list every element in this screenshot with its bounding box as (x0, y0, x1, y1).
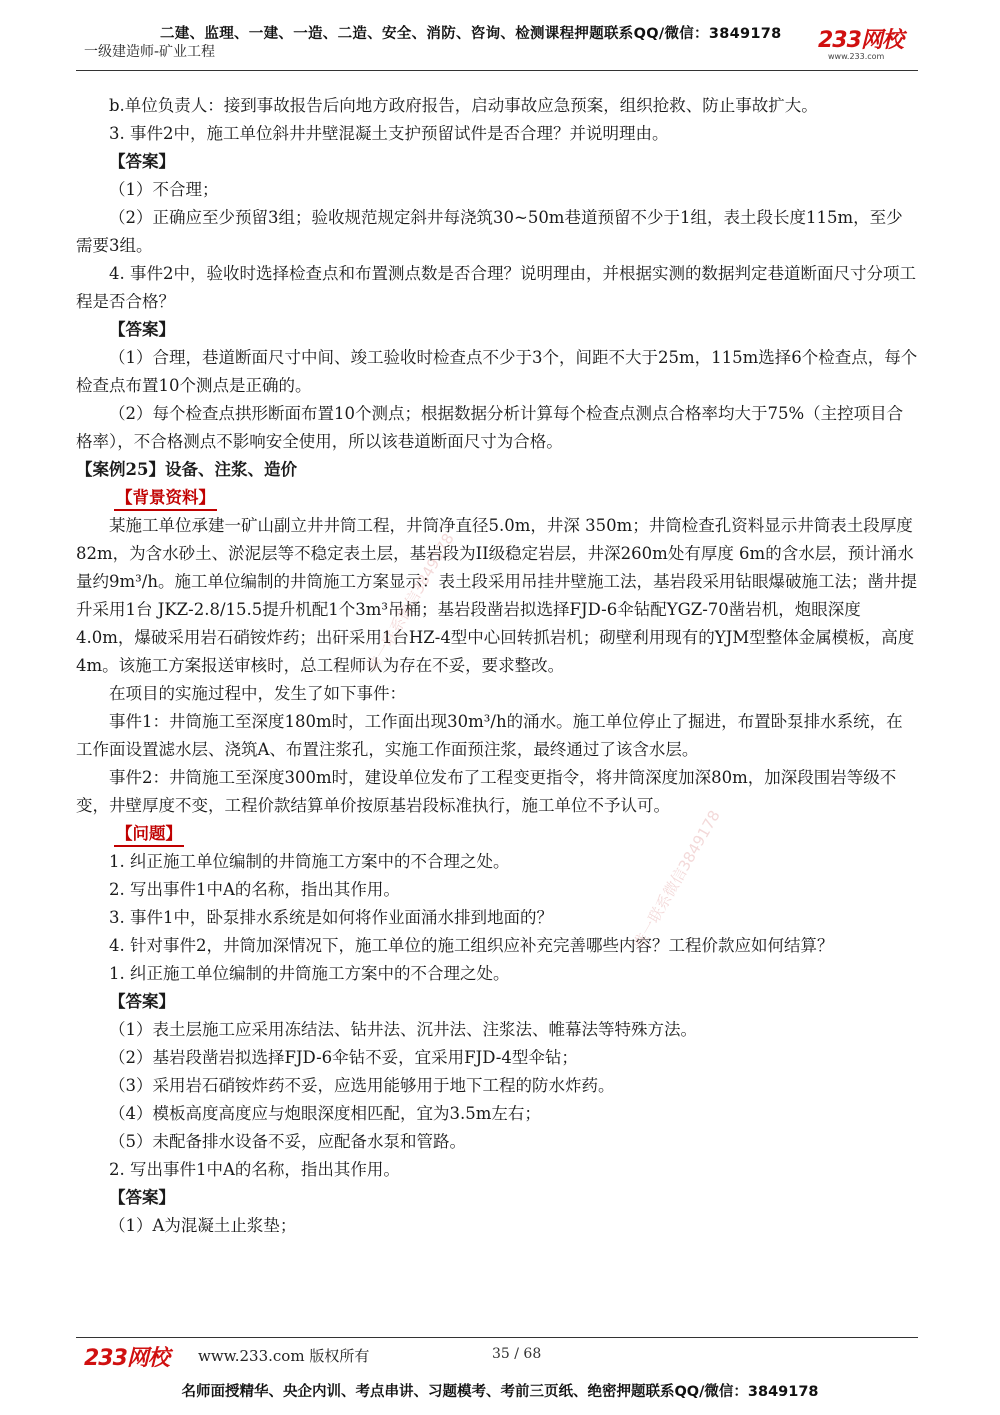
question: 2. 写出事件1中A的名称，指出其作用。 (109, 880, 400, 899)
question: 1. 纠正施工单位编制的井筒施工方案中的不合理之处。 (109, 852, 510, 871)
answer-heading: 【答案】 (109, 152, 175, 171)
answer-heading: 【答案】 (109, 992, 175, 1011)
logo-url: www.233.com (828, 52, 885, 61)
paragraph: 在项目的实施过程中，发生了如下事件： (109, 684, 406, 703)
question: 1. 纠正施工单位编制的井筒施工方案中的不合理之处。 (109, 964, 510, 983)
question: 2. 写出事件1中A的名称，指出其作用。 (109, 1160, 400, 1179)
question: 4. 针对事件2，井筒加深情况下，施工单位的施工组织应补充完善哪些内容？工程价款应如何结算？ (109, 936, 834, 955)
footer-promo: 名师面授精华、央企内训、考点串讲、习题模考、考前三页纸、绝密押题联系QQ/微信：3849178 (181, 1384, 819, 1400)
watermark: 唯一联系微信3849178 (363, 530, 458, 675)
question-tag: 【问题】 (114, 823, 184, 847)
footer-divider (76, 1337, 918, 1338)
event-paragraph: 事件1：井筒施工至深度180m时，工作面出现30m³/h的涌水。施工单位停止了掘进，布置卧泵排水系统，在工作面设置滤水层、浇筑A、布置注浆孔，实施工作面预注浆，最终通过了该含水层。 (76, 712, 903, 759)
answer-heading: 【答案】 (109, 320, 175, 339)
header-promo: 二建、监理、一建、一造、二造、安全、消防、咨询、检测课程押题联系QQ/微信：3849178 (160, 26, 782, 42)
background-tag: 【背景资料】 (114, 487, 217, 511)
header-logo[interactable] (818, 30, 928, 64)
watermark: 唯一联系微信3849178 (629, 807, 724, 952)
answer-item: （2）每个检查点拱形断面布置10个测点；根据数据分析计算每个检查点测点合格率均大于75%（主控项目合格率），不合格测点不影响安全使用，所以该巷道断面尺寸为合格。 (76, 404, 904, 451)
answer-item: （2）正确应至少预留3组；验收规范规定斜井每浇筑30~50m巷道预留不少于1组，表土段长度115m，至少需要3组。 (76, 208, 903, 255)
answer-item: （1）表土层施工应采用冻结法、钻井法、沉井法、注浆法、帷幕法等特殊方法。 (109, 1020, 697, 1039)
answer-item: （1）合理，巷道断面尺寸中间、竣工验收时检查点不少于3个，间距不大于25m，115m选择6个检查点，每个检查点布置10个测点是正确的。 (76, 348, 918, 395)
case-title: 【案例25】设备、注浆、造价 (76, 460, 297, 479)
paragraph: b.单位负责人：接到事故报告后向地方政府报告，启动事故应急预案，组织抢救、防止事故扩大。 (109, 96, 818, 115)
question: 3. 事件1中，卧泵排水系统是如何将作业面涌水排到地面的？ (109, 908, 553, 927)
answer-heading: 【答案】 (109, 1188, 175, 1207)
logo-text: 233网校 (818, 28, 903, 53)
event-paragraph: 事件2：井筒施工至深度300m时，建设单位发布了工程变更指令，将井筒深度加深80m，加深段围岩等级不变，井壁厚度不变，工程价款结算单价按原基岩段标准执行，施工单位不予认可。 (76, 768, 897, 815)
background-paragraph: 某施工单位承建一矿山副立井井筒工程，井筒净直径5.0m，井深 350m；井筒检查孔资料显示井筒表土段厚度82m，为含水砂土、淤泥层等不稳定表土层，基岩段为II级稳定岩层，井深260m处有厚度 6m的含水层，预计涌水量约9m³/h。施工单位编制的井筒施工方案显示：表土段采用吊挂井壁施工法，基岩段采用钻眼爆破施工法；凿井提升采用1台 JKZ-2.8/15.5提升机配1个3m³吊桶；基岩段凿岩拟选择FJD-6伞钻配YGZ-70凿岩机，炮眼深度4.0m，爆破采用岩石硝铵炸药；出矸采用1台HZ-4型中心回转抓岩机；砌壁利用现有的YJM型整体金属模板，高度4m。该施工方案报送审核时，总工程师认为存在不妥，要求整改。 (76, 516, 917, 675)
footer-copyright: www.233.com 版权所有 (198, 1347, 370, 1365)
answer-item: （2）基岩段凿岩拟选择FJD-6伞钻不妥，宜采用FJD-4型伞钻； (109, 1048, 578, 1067)
answer-item: （1）A为混凝土止浆垫； (109, 1216, 297, 1235)
answer-item: （3）采用岩石硝铵炸药不妥，应选用能够用于地下工程的防水炸药。 (109, 1076, 615, 1095)
question: 4. 事件2中，验收时选择检查点和布置测点数是否合理？说明理由，并根据实测的数据判定巷道断面尺寸分项工程是否合格？ (76, 264, 916, 311)
document-body (76, 92, 918, 1240)
question: 3. 事件2中，施工单位斜井井壁混凝土支护预留试件是否合理？并说明理由。 (109, 124, 669, 143)
header-divider (76, 70, 918, 71)
answer-item: （5）未配备排水设备不妥，应配备水泵和管路。 (109, 1132, 466, 1151)
header-subtitle: 一级建造师-矿业工程 (84, 44, 216, 60)
answer-item: （1）不合理； (109, 180, 219, 199)
footer-logo[interactable]: 233网校 (84, 1346, 169, 1371)
answer-item: （4）模板高度高度应与炮眼深度相匹配，宜为3.5m左右； (109, 1104, 541, 1123)
page-number: 35 / 68 (492, 1346, 542, 1362)
